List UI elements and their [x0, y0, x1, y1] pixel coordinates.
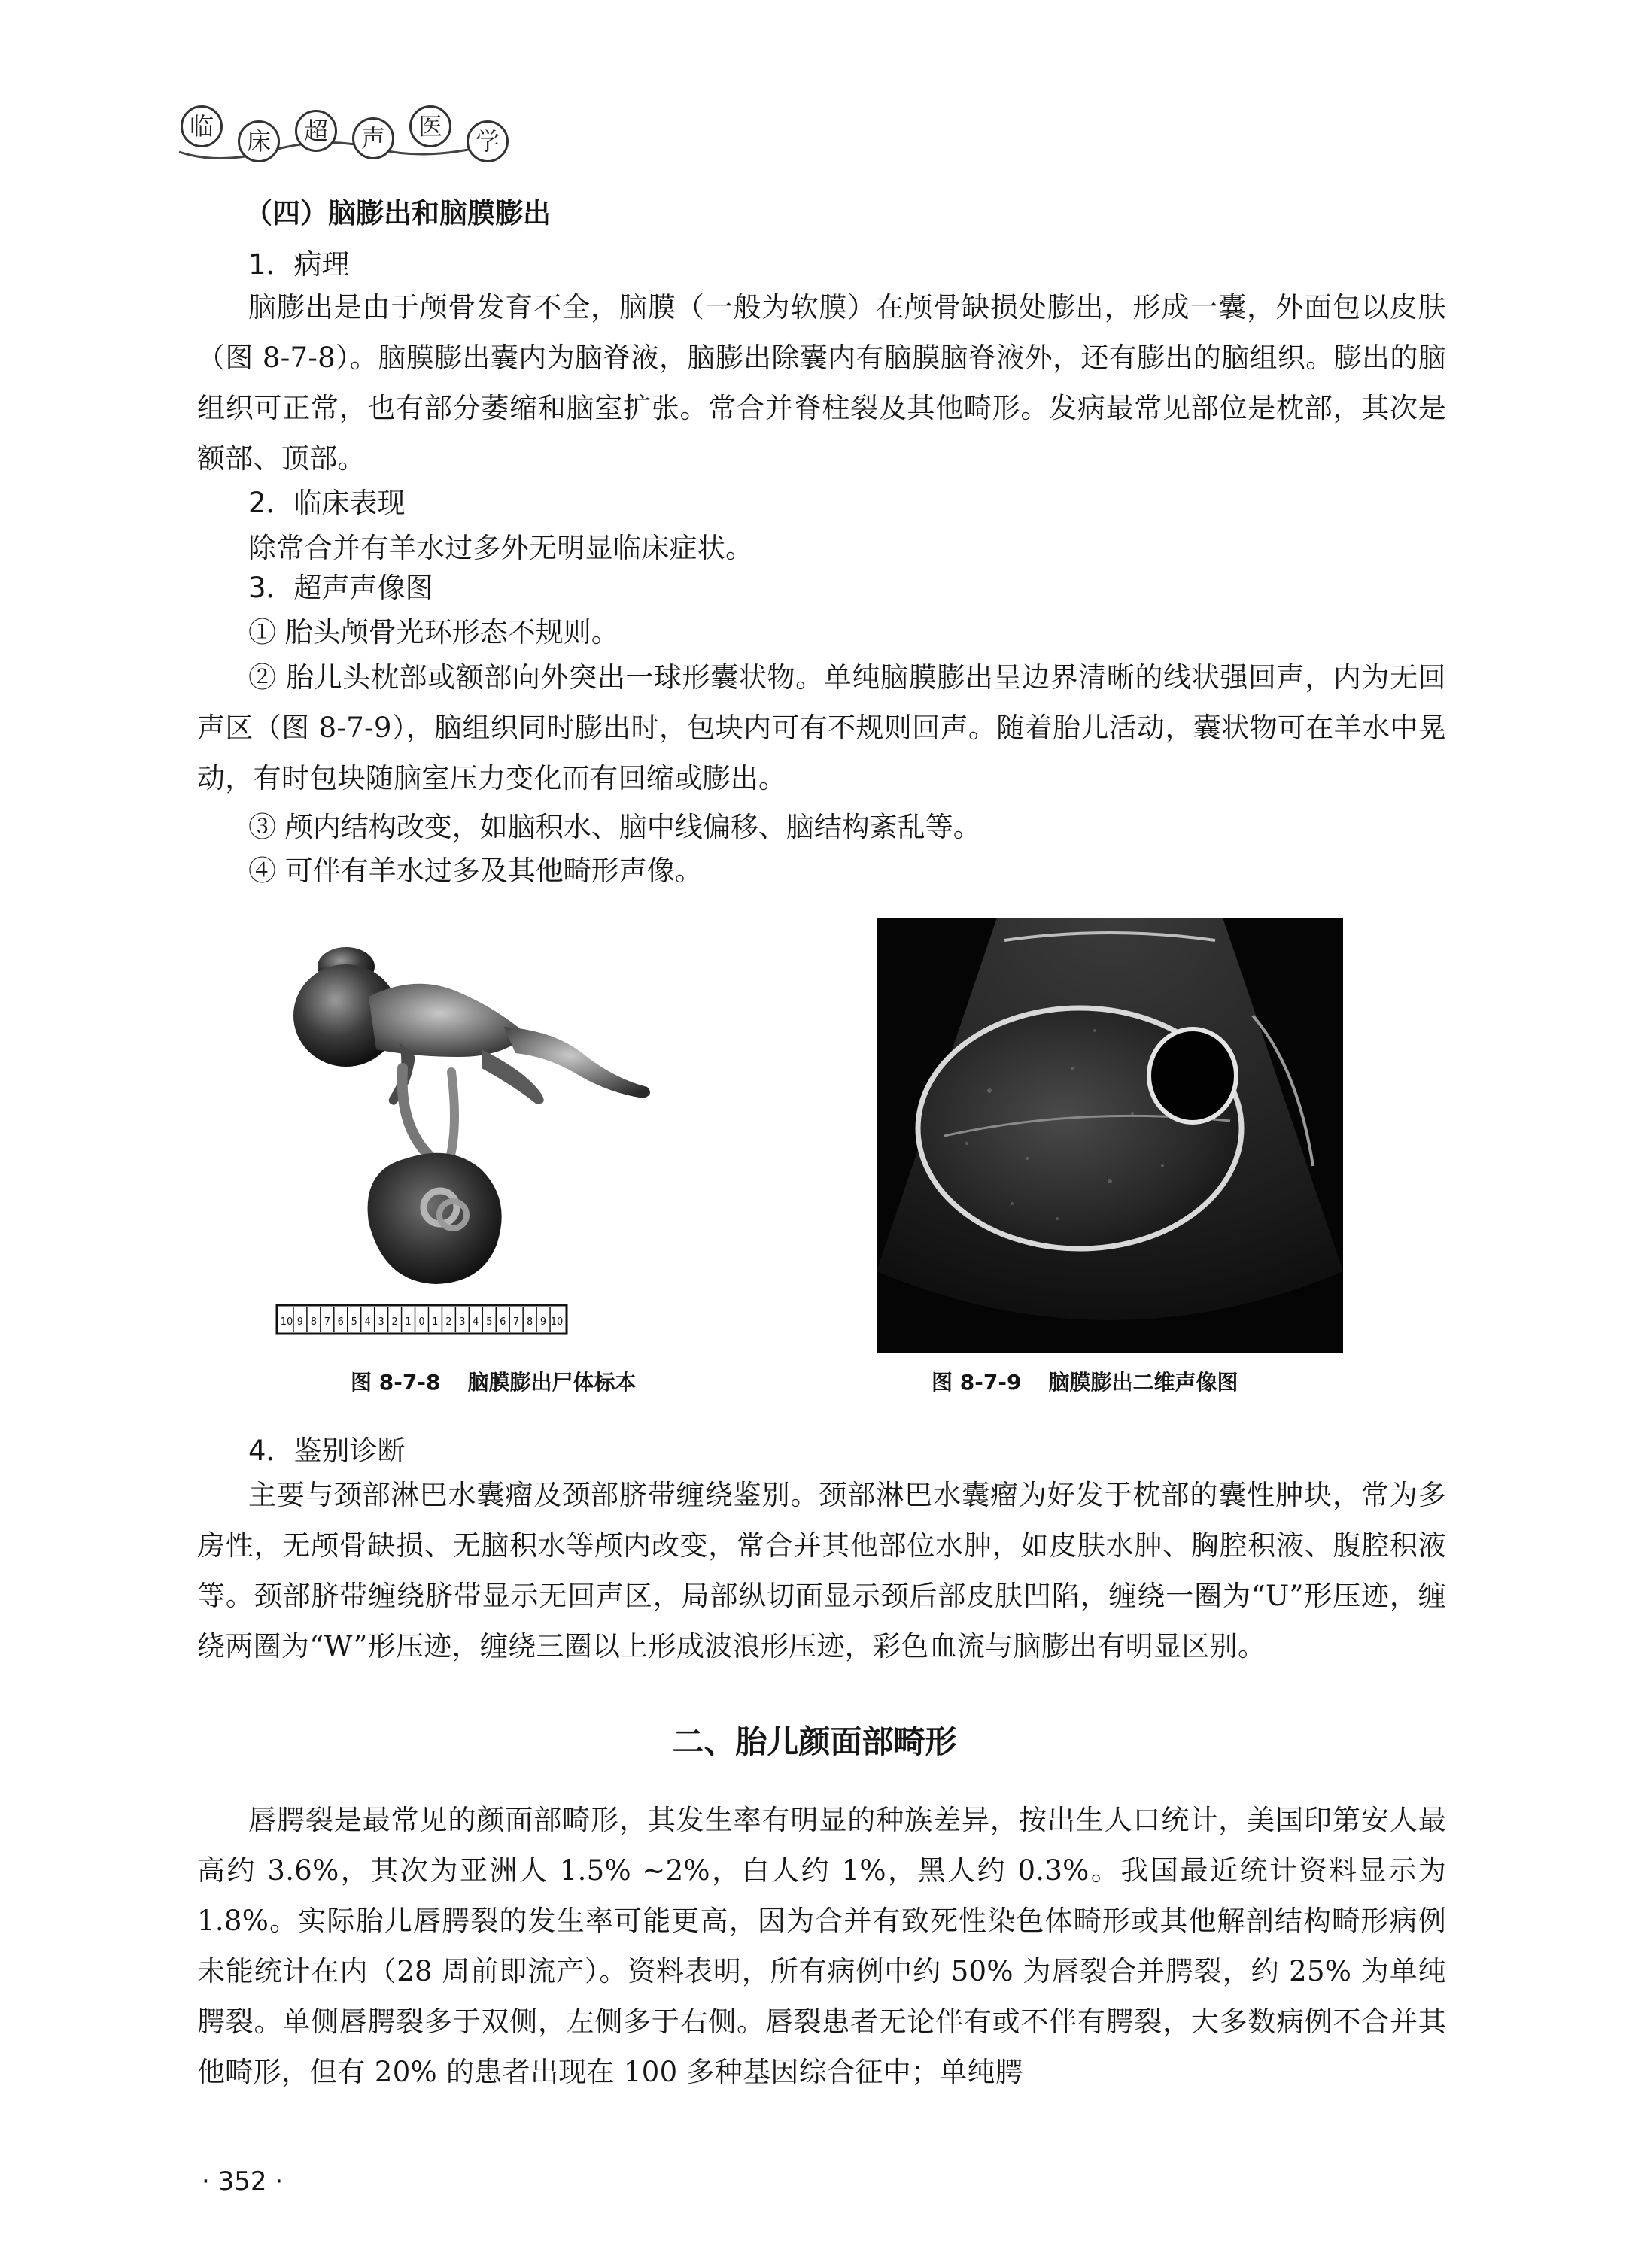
ruler-label: 5: [486, 1316, 493, 1328]
pathology-paragraph: 脑膨出是由于颅骨发育不全，脑膜（一般为软膜）在颅骨缺损处膨出，形成一囊，外面包以皮肤（图 8-7-8）。脑膜膨出囊内为脑脊液，脑膨出除囊内有脑膜脑脊液外，还有膨出的脑组织。膨出的脑组织可正常，也有部分萎缩和脑室扩张。常合并脊柱裂及其他畸形。发病最常见部位是枕部，其次是额部、顶部。: [197, 291, 1446, 475]
ruler-label: 3: [459, 1316, 466, 1328]
ruler-label: 3: [378, 1316, 384, 1328]
ruler-label: 8: [526, 1316, 533, 1328]
ruler-label: 6: [500, 1316, 506, 1328]
section-title: 二、胎儿颜面部畸形: [672, 1723, 957, 1760]
cleft-lip-paragraph: 唇腭裂是最常见的颜面部畸形，其发生率有明显的种族差异，按出生人口统计，美国印第安人最高约 3.6%，其次为亚洲人 1.5% ~2%，白人约 1%，黑人约 0.3%。我国最近统计资料显示为 1.8%。实际胎儿唇腭裂的发生率可能更高，因为合并有致死性染色体畸形或其他解剖结构畸形病例未能统计在内（28 周前即流产）。资料表明，所有病例中约 50% 为唇裂合并腭裂，约 25% 为单纯腭裂。单侧唇腭裂多于双侧，左侧多于右侧。唇裂患者无论伴有或不伴有腭裂，大多数病例不合并其他畸形，但有 20% 的患者出现在 100 多种基因综合征中；单纯腭: [197, 1804, 1446, 2088]
ruler-label: 7: [513, 1316, 520, 1328]
ultrasound-item-2: ② 胎儿头枕部或额部向外突出一球形囊状物。单纯脑膜膨出呈边界清晰的线状强回声，内为无回声区（图 8-7-9），脑组织同时膨出时，包块内可有不规则回声。随着胎儿活动，囊状物可在羊水中晃动，有时包块随脑室压力变化而有回缩或膨出。: [197, 661, 1446, 794]
ultrasound-item-1: ① 胎头颅骨光环形态不规则。: [248, 616, 619, 648]
page-number: · 352 ·: [202, 2166, 284, 2197]
clinical-paragraph: 除常合并有羊水过多外无明显临床症状。: [248, 532, 754, 564]
ruler-label: 1: [405, 1316, 412, 1328]
figure-caption-2: [932, 1368, 1238, 1398]
ruler-label: 7: [324, 1316, 330, 1328]
book-title-header: [175, 99, 498, 167]
header-char: 临: [181, 105, 223, 147]
header-char: 声: [352, 117, 394, 159]
header-arc-line: [175, 99, 506, 167]
ruler-label: 9: [539, 1316, 547, 1328]
figure-number: 图 8-7-8: [351, 1370, 441, 1395]
header-char: 超: [295, 110, 337, 152]
differential-paragraph: 主要与颈部淋巴水囊瘤及颈部脐带缠绕鉴别。颈部淋巴水囊瘤为好发于枕部的囊性肿块，常为多房性，无颅骨缺损、无脑积水等颅内改变，常合并其他部位水肿，如皮肤水肿、胸腔积液、腹腔积液等。颈部脐带缠绕脐带显示无回声区，局部纵切面显示颈后部皮肤凹陷，缠绕一圈为“U”形压迹，缠绕两圈为“W”形压迹，缠绕三圈以上形成波浪形压迹，彩色血流与脑膨出有明显区别。: [197, 1479, 1446, 1662]
figure-number: 图 8-7-9: [932, 1370, 1022, 1395]
ruler-label: 2: [445, 1316, 452, 1328]
ruler-label: 4: [473, 1316, 479, 1328]
clinical-title: 2．临床表现: [248, 487, 406, 519]
header-char: 医: [409, 105, 451, 147]
header-char: 床: [238, 120, 280, 162]
ruler-label: 6: [337, 1316, 344, 1328]
ultrasound-title: 3．超声声像图: [248, 572, 433, 604]
subsection-heading: （四）脑膨出和脑膜膨出: [245, 197, 551, 229]
ruler-label: 10: [280, 1316, 293, 1328]
ruler-label: 2: [391, 1316, 398, 1328]
ruler-label: 9: [296, 1316, 304, 1328]
specimen-illustration: [256, 944, 737, 1354]
figure-caption-text: 脑膜膨出二维声像图: [1048, 1370, 1238, 1395]
ruler-label: 1: [432, 1316, 439, 1328]
specimen-photo: [256, 944, 737, 1354]
ultrasound-item-3: ③ 颅内结构改变，如脑积水、脑中线偏移、脑结构紊乱等。: [248, 811, 981, 843]
ruler-label: 5: [351, 1316, 357, 1328]
header-char: 学: [467, 120, 509, 162]
ultrasound-image: [877, 918, 1343, 1353]
ruler-label: 10: [550, 1316, 564, 1328]
differential-title: 4．鉴别诊断: [248, 1435, 406, 1467]
figure-caption-1: [351, 1368, 636, 1398]
pathology-title: 1．病理: [248, 248, 350, 281]
ruler-label: 8: [310, 1316, 318, 1328]
ruler-label: 0: [418, 1316, 425, 1328]
ruler-label: 4: [364, 1316, 371, 1328]
ultrasound-illustration: [877, 918, 1343, 1353]
ultrasound-item-4: ④ 可伴有羊水过多及其他畸形声像。: [248, 855, 703, 887]
figure-caption-text: 脑膜膨出尸体标本: [467, 1370, 637, 1395]
